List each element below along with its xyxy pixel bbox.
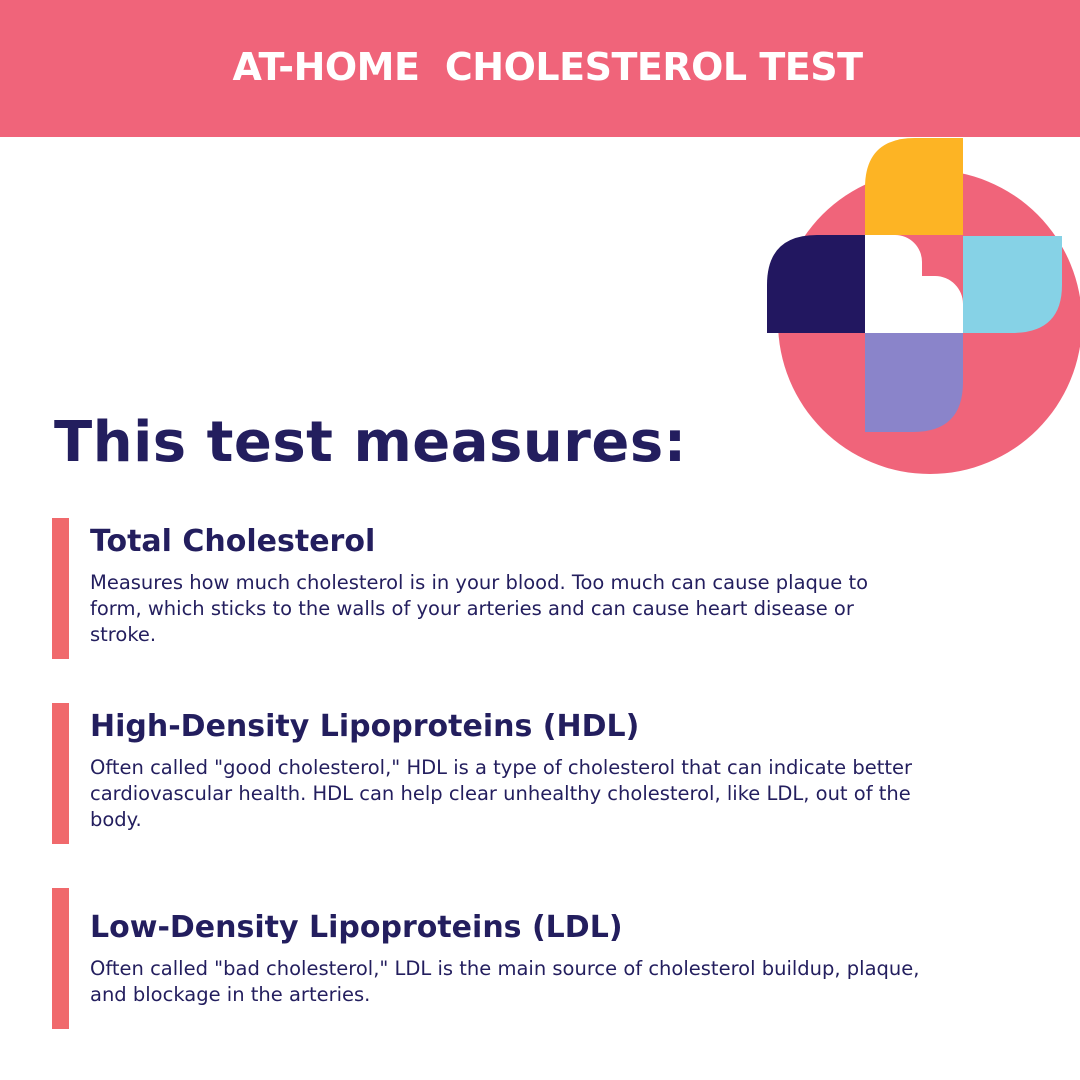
accent-bar [52,518,69,659]
item-description: Often called "good cholesterol," HDL is a type of cholesterol that can indicate better cardiovascular health. HDL can help clear unhealthy cholesterol, like LDL, out of the body. [90,756,913,831]
accent-bar [52,703,69,844]
logo-top-petal [865,138,963,235]
measure-item-hdl [52,703,932,844]
measure-item-ldl [52,888,932,1029]
page-title: AT-HOME CHOLESTEROL TEST [232,45,863,89]
logo-right-petal [963,236,1062,333]
logo-bottom-petal [865,333,963,432]
section-heading: This test measures: [54,410,687,475]
item-title: Low-Density Lipoproteins (LDL) [90,910,623,945]
item-description: Measures how much cholesterol is in your blood. Too much can cause plaque to form, which sticks to the walls of your arteries and can cause heart disease or stroke. [90,571,869,646]
item-title: High-Density Lipoproteins (HDL) [90,709,640,744]
item-title: Total Cholesterol [90,524,376,559]
logo-left-petal [767,235,865,333]
item-description: Often called "bad cholesterol," LDL is the main source of cholesterol buildup, plaque, and blockage in the arteries. [90,957,920,1006]
measure-item-total-cholesterol [52,518,932,659]
accent-bar [52,888,69,1029]
